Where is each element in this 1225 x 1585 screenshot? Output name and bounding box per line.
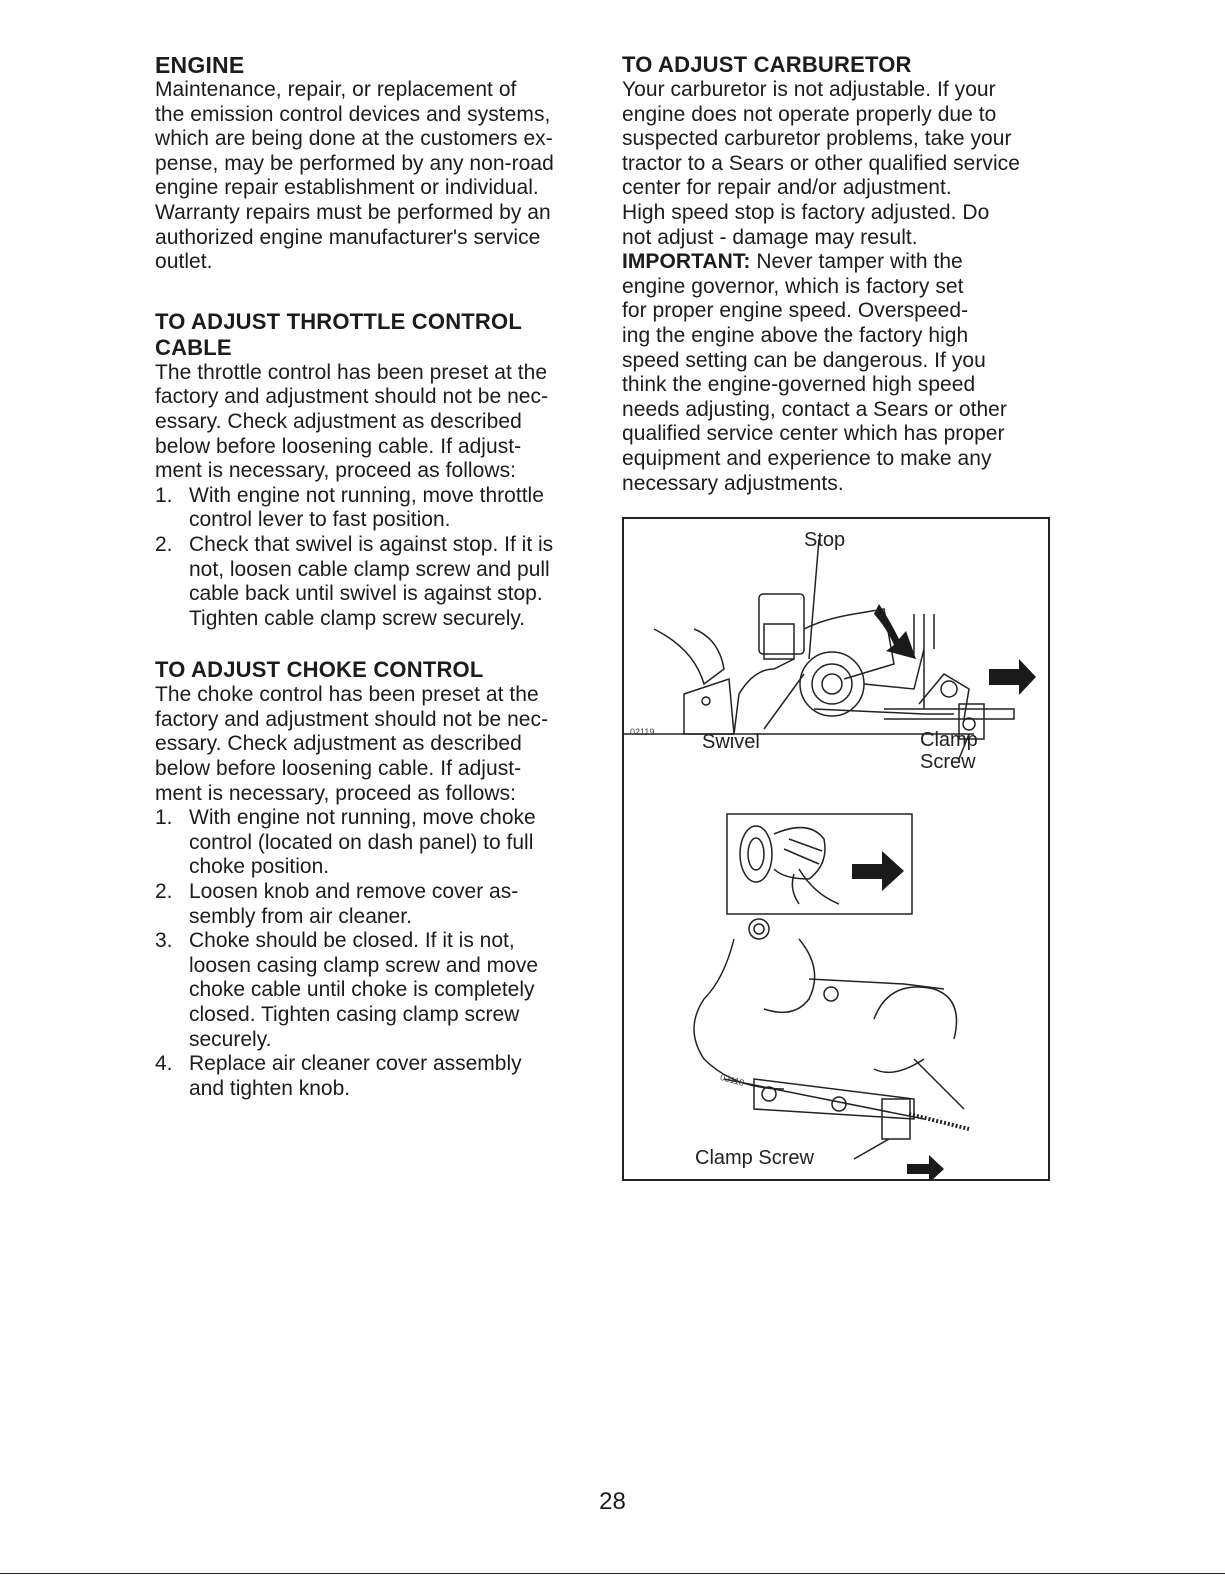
throttle-intro-line: The throttle control has been preset at the [155, 360, 548, 384]
step-line: Replace air cleaner cover assembly [189, 1052, 522, 1076]
engine-line: outlet. [155, 250, 213, 274]
engine-line: Warranty repairs must be performed by an [155, 200, 551, 224]
step-line: sembly from air cleaner. [189, 904, 412, 928]
carb-body [622, 78, 1062, 496]
step-line: choke position. [189, 855, 330, 879]
illustration-drawing [624, 519, 1048, 1179]
carb-line: think the engine-governed high speed [622, 373, 976, 397]
carb-line: suspected carburetor problems, take your [622, 127, 1012, 151]
throttle-intro [155, 361, 595, 484]
choke-intro-line: below before loosening cable. If adjust- [155, 757, 522, 781]
engine-line: pense, may be performed by any non-road [155, 151, 554, 175]
important-text: Never tamper with the [750, 250, 963, 274]
choke-intro-line: ment is necessary, proceed as follows: [155, 781, 517, 805]
figure-code-bottom: 02118 [719, 1072, 746, 1088]
arrow-icon [874, 604, 916, 659]
step-line: cable back until swivel is against stop. [189, 582, 543, 606]
carb-line: engine does not operate properly due to [622, 102, 997, 126]
step-line: choke cable until choke is completely [189, 978, 535, 1002]
figure-code-top: 02119 [630, 727, 655, 737]
carb-line: ing the engine above the factory high [622, 323, 969, 347]
choke-steps [155, 806, 595, 1101]
page-number: 28 [599, 1488, 626, 1515]
list-item [155, 1052, 595, 1101]
list-item [155, 484, 595, 533]
engine-line: engine repair establishment or individual. [155, 176, 539, 200]
engine-line: the emission control devices and systems, [155, 102, 551, 126]
important-label: IMPORTANT: [622, 250, 751, 274]
clamp-screw-label-line2: Screw [920, 751, 976, 773]
list-item [155, 806, 595, 880]
list-item [155, 533, 595, 631]
list-item [155, 929, 595, 1052]
throttle-heading-line: TO ADJUST THROTTLE CONTROL [155, 308, 522, 334]
carb-line: center for repair and/or adjustment. [622, 176, 952, 200]
step-line: loosen casing clamp screw and move [189, 953, 539, 977]
carb-line: engine governor, which is factory set [622, 274, 964, 298]
step-number: 3. [155, 929, 173, 953]
choke-intro [155, 683, 595, 806]
carb-line: High speed stop is factory adjusted. Do [622, 200, 990, 224]
swivel-label: Swivel [702, 731, 760, 753]
step-number: 2. [155, 880, 173, 904]
carb-line: not adjust - damage may result. [622, 225, 918, 249]
carb-line: tractor to a Sears or other qualified service [622, 151, 1020, 175]
carb-heading: TO ADJUST CARBURETOR [622, 52, 912, 77]
step-line: and tighten knob. [189, 1076, 351, 1100]
throttle-intro-line: below before loosening cable. If adjust- [155, 434, 522, 458]
step-line: control lever to fast position. [189, 508, 451, 532]
step-line: closed. Tighten casing clamp screw [189, 1003, 520, 1026]
step-line: Check that swivel is against stop. If it is [189, 532, 554, 556]
carburetor-illustration [622, 517, 1050, 1181]
engine-line: authorized engine manufacturer's service [155, 225, 541, 249]
clamp-screw-bottom-label: Clamp Screw [695, 1147, 814, 1169]
engine-line: Maintenance, repair, or replacement of [155, 78, 517, 101]
carb-line: qualified service center which has proper [622, 422, 1005, 446]
bottom-rule [0, 1573, 1225, 1574]
carb-line: necessary adjustments. [622, 471, 844, 495]
step-line: Choke should be closed. If it is not, [189, 929, 515, 953]
step-line: Loosen knob and remove cover as- [189, 880, 519, 904]
step-number: 2. [155, 532, 173, 556]
engine-body [155, 78, 595, 275]
carb-line: equipment and experience to make any [622, 446, 992, 470]
step-line: With engine not running, move throttle [189, 483, 544, 507]
step-line: not, loosen cable clamp screw and pull [189, 557, 550, 581]
choke-intro-line: essary. Check adjustment as described [155, 732, 522, 756]
arrow-icon [989, 659, 1036, 695]
stop-label: Stop [804, 529, 846, 551]
step-number: 1. [155, 806, 173, 830]
arrow-icon [852, 851, 904, 891]
engine-heading: ENGINE [155, 52, 245, 78]
step-line: Tighten cable clamp screw securely. [189, 606, 526, 630]
clamp-screw-label-line1: Clamp [920, 729, 978, 751]
throttle-steps [155, 484, 595, 632]
throttle-intro-line: ment is necessary, proceed as follows: [155, 459, 517, 483]
list-item [155, 880, 595, 929]
carb-line: Your carburetor is not adjustable. If your [622, 78, 996, 101]
throttle-heading [155, 309, 595, 361]
carb-line: speed setting can be dangerous. If you [622, 348, 986, 372]
important-line [622, 250, 1062, 275]
throttle-intro-line: essary. Check adjustment as described [155, 409, 522, 433]
carb-line: for proper engine speed. Overspeed- [622, 299, 969, 323]
carb-line: needs adjusting, contact a Sears or other [622, 397, 1007, 421]
choke-heading: TO ADJUST CHOKE CONTROL [155, 657, 484, 683]
right-column [622, 52, 1062, 496]
arrow-icon [907, 1155, 944, 1179]
choke-intro-line: factory and adjustment should not be nec- [155, 707, 549, 731]
step-number: 4. [155, 1052, 173, 1076]
engine-line: which are being done at the customers ex- [155, 127, 553, 151]
step-line: With engine not running, move choke [189, 806, 536, 830]
step-line: securely. [189, 1027, 272, 1051]
step-line: control (located on dash panel) to full [189, 830, 534, 854]
throttle-heading-line: CABLE [155, 334, 232, 360]
step-number: 1. [155, 483, 173, 507]
throttle-intro-line: factory and adjustment should not be nec- [155, 385, 549, 409]
choke-intro-line: The choke control has been preset at the [155, 683, 539, 707]
left-column [155, 52, 595, 1101]
